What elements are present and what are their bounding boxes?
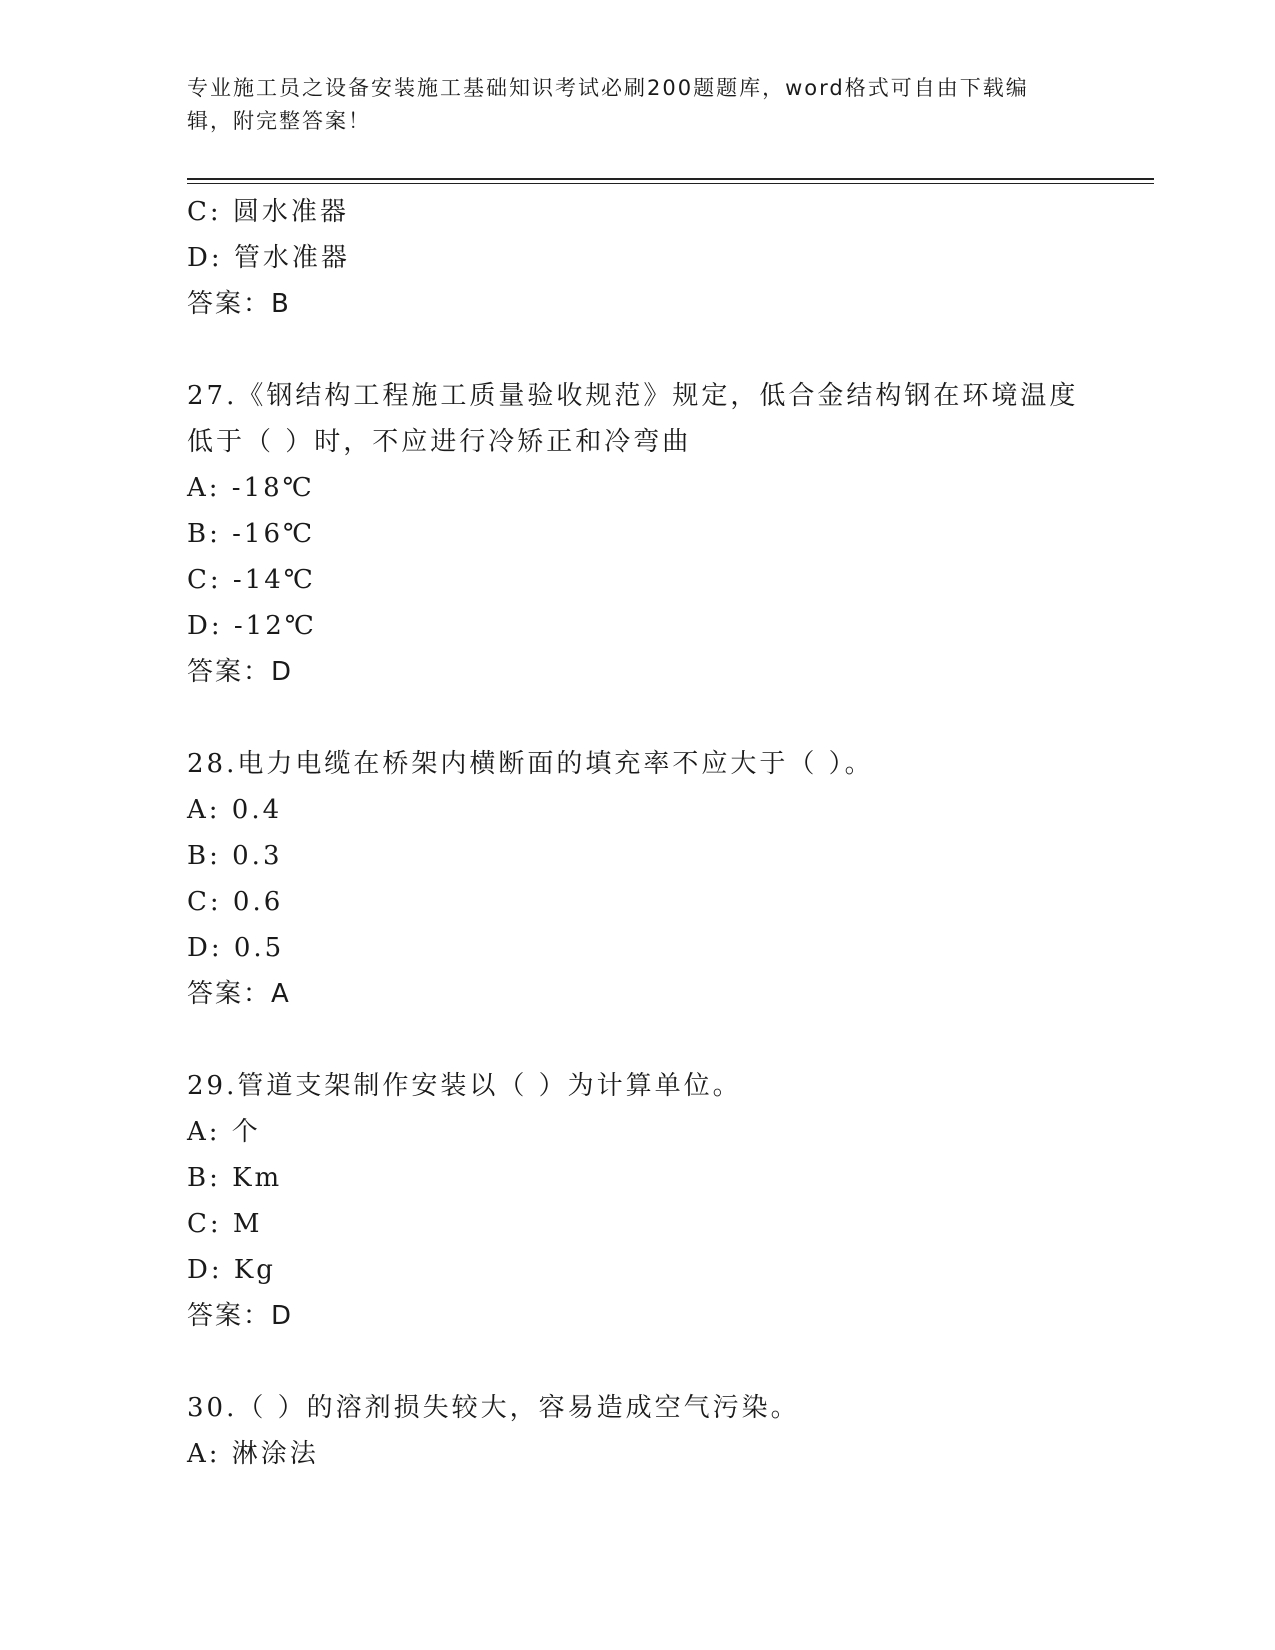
option-a: A: 0.4: [187, 795, 283, 825]
question-27: [187, 373, 1147, 695]
option-c: C: -14℃: [187, 565, 316, 595]
document-body: [187, 189, 1147, 1477]
question-29: [187, 1063, 1147, 1339]
option-b: B: Km: [187, 1163, 283, 1193]
option-a: A: 个: [187, 1117, 261, 1147]
answer-line: 答案：B: [187, 289, 291, 319]
option-b: B: -16℃: [187, 519, 316, 549]
option-d: D: -12℃: [187, 611, 317, 641]
question-stem: 27.《钢结构工程施工质量验收规范》规定，低合金结构钢在环境温度: [187, 381, 1079, 411]
question-28: [187, 741, 1147, 1017]
document-header: [187, 72, 1067, 138]
option-b: B: 0.3: [187, 841, 283, 871]
header-title: 专业施工员之设备安装施工基础知识考试必刷200题题库，word格式可自由下载编辑，附完整答案！: [187, 76, 1029, 133]
option-c: C: M: [187, 1209, 263, 1239]
header-rule-thin: [187, 183, 1154, 184]
question-stem: 29.管道支架制作安装以（ ）为计算单位。: [187, 1071, 742, 1101]
option-d: D: 管水准器: [187, 243, 350, 273]
question-30: [187, 1385, 1147, 1477]
option-c: C: 0.6: [187, 887, 284, 917]
option-c: C: 圆水准器: [187, 197, 349, 227]
answer-line: 答案：D: [187, 657, 294, 687]
option-d: D: 0.5: [187, 933, 285, 963]
answer-line: 答案：D: [187, 1301, 294, 1331]
question-stem: 28.电力电缆在桥架内横断面的填充率不应大于（ ）。: [187, 749, 874, 779]
option-a: A: 淋涂法: [187, 1439, 319, 1469]
option-d: D: Kg: [187, 1255, 276, 1285]
option-a: A: -18℃: [187, 473, 315, 503]
answer-line: 答案：A: [187, 979, 291, 1009]
header-rule-thick: [187, 178, 1154, 180]
question-stem: 30.（ ）的溶剂损失较大，容易造成空气污染。: [187, 1393, 800, 1423]
question-stem: 低于（ ）时，不应进行冷矫正和冷弯曲: [187, 427, 692, 457]
question-fragment: [187, 189, 1147, 327]
